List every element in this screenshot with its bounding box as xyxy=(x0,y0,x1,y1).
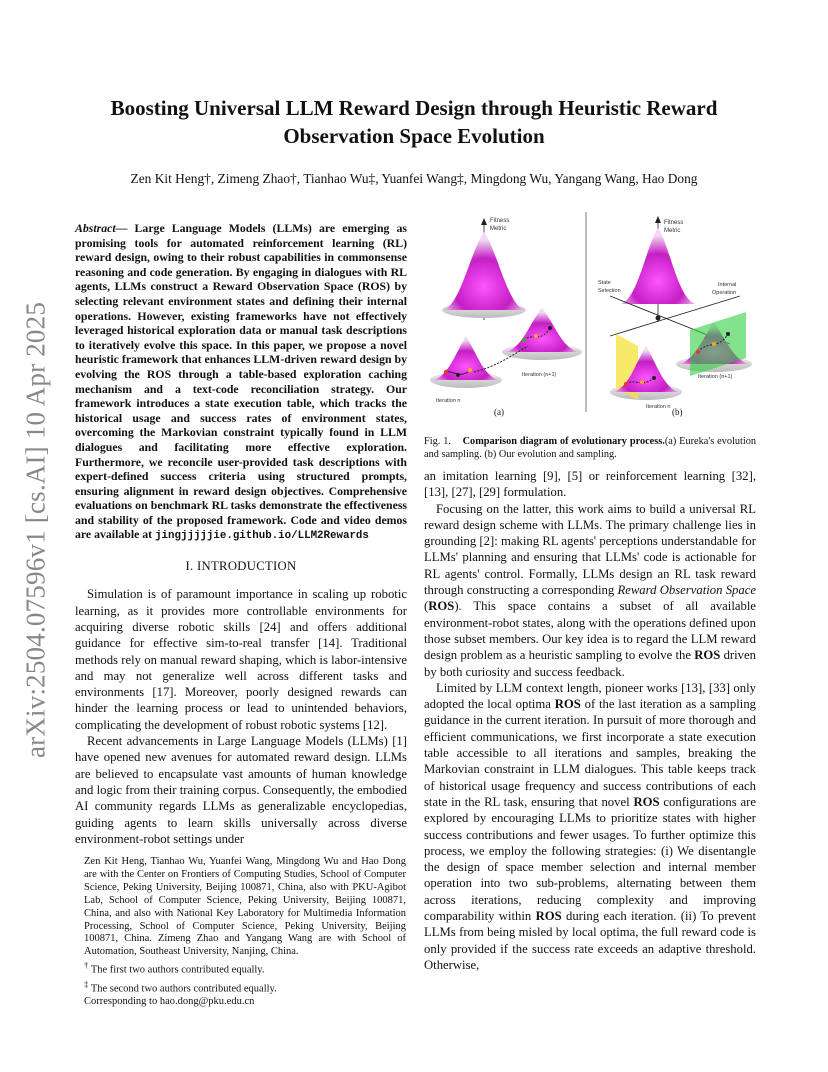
p2-ros-term-3: ROS xyxy=(535,909,562,924)
figure-caption-title: Comparison diagram of evolutionary process. xyxy=(462,436,665,447)
iteration-n-peak-a xyxy=(430,336,502,388)
figure-1 xyxy=(428,212,754,424)
fitness-label-b: Fitness xyxy=(664,220,684,226)
right-paragraph-0: an imitation learning [9], [5] or reinforcement learning [32], [13], [27], [29] formulation. xyxy=(424,469,756,500)
subfig-label-a: (a) xyxy=(494,407,504,417)
p1-text-b: ( xyxy=(424,599,429,614)
p2-ros-term: ROS xyxy=(554,697,581,712)
left-column xyxy=(75,221,407,847)
p1-ros-term: ROS xyxy=(428,599,455,614)
figure-caption-label: Fig. 1. xyxy=(424,436,451,447)
footnote-equal-second-text: The second two authors contributed equally. xyxy=(90,983,277,995)
iteration-n-label-a: Iteration n xyxy=(436,398,461,404)
subfig-label-b: (b) xyxy=(672,407,683,417)
figure-caption-text: (a) Eureka's evolution and sampling. (b) Our evolution and sampling. xyxy=(424,436,757,460)
iteration-n-label-b: Iteration n xyxy=(646,404,671,410)
fitness-peak-a xyxy=(442,218,526,320)
state-label: State xyxy=(598,280,611,286)
right-column xyxy=(424,468,756,973)
selection-label: Selection xyxy=(598,288,621,294)
p1-text-a: Focusing on the latter, this work aims to build a universal RL reward design scheme with LLMs. The primary challenge lies in grounding [2]: making RL agents' perceptions understandable for LLMs' planning and ensuring that LLMs' code is actionable for RL agents' control. Formally, LLMs design an RL task reward through constructing a corresponding xyxy=(424,501,756,598)
intro-paragraph-2: Recent advancements in Large Language Models (LLMs) [1] have opened new avenues for automated reward design. LLMs are believed to encapsulate vast amounts of human knowledge and logic from their training corpus. Consequently, the embodied AI community regards LLMs as generalizable encyclopedias, guiding agents to learn skills universally across diverse environment-robot settings under xyxy=(75,734,407,846)
arxiv-identifier xyxy=(12,290,60,770)
p2-text-c: configurations are explored by encouraging LLMs to prioritize states with higher success contributions and fewer usages. To further optimize this process, we employ the following strategies: (i) We disentangle the design of space member selection and internal member operation into two sub-problems, alternating between them across iterations, reducing complexity and improving comparability within xyxy=(424,794,756,924)
section-heading xyxy=(75,558,407,574)
p1-text-c: ). This space contains a subset of all available environment-robot states, along with the operations defined upon those subset members. Our key idea is to regard the LLM reward design problem as a heuristic sampling to evolve the xyxy=(424,599,756,663)
internal-label: Internal xyxy=(718,282,737,288)
fitness-label-a: Fitness xyxy=(490,218,510,224)
iteration-n1-peak-a xyxy=(502,308,582,360)
evolution-diagram xyxy=(428,212,754,424)
paper-title: Boosting Universal LLM Reward Design through Heuristic Reward Observation Space Evolution xyxy=(110,96,718,148)
arxiv-identifier-text: arXiv:2504.07596v1 [cs.AI] 10 Apr 2025 xyxy=(20,301,51,759)
section-number: I. xyxy=(185,559,194,574)
footnote-equal-first-text: The first two authors contributed equally. xyxy=(90,964,265,976)
author-list: Zen Kit Heng†, Zimeng Zhao†, Tianhao Wu‡, Yuanfei Wang‡, Mingdong Wu, Yangang Wang, Hao Dong xyxy=(130,171,698,186)
footnote-equal-second: ‡ The second two authors contributed equally. xyxy=(84,978,277,995)
p2-text-b: of the last iteration as a sampling guidance in the current iteration. In pursuit of more thorough and efficient communications, we first incorporate a state execution table accessible to all iterations and samples, breaking the Markovian constraint in LLM dialogues. This table keeps track of historical usage frequency and success contributions of each state in the RL task, ensuring that novel xyxy=(424,697,757,809)
p2-text-d: during each iteration. (ii) To prevent LLMs from being misled by local optima, the full reward code is only provided if the success rate exceeds an adaptive threshold. Otherwise, xyxy=(424,909,756,972)
iteration-n1-peak-b xyxy=(676,312,752,376)
abstract xyxy=(75,221,407,544)
p2-ros-term-2: ROS xyxy=(633,794,660,809)
p2-text-a: Limited by LLM context length, pioneer works [13], [33] only adopted the local optima xyxy=(424,680,756,712)
iteration-n1-label-a: Iteration (n+1) xyxy=(522,372,557,378)
affiliation-note: Zen Kit Heng, Tianhao Wu, Yuanfei Wang, Mingdong Wu and Hao Dong are with the Center on Frontiers of Computing Studies, School of Computer Science, Peking University, Beijing 100871, China, also with PKU-Agibot Lab, School of Computer Science, Peking University, Beijing 100871, China, and also with National Key Laboratory for Multimedia Information Processing, School of Computer Science, Peking University, Beijing 100871, China. Zimeng Zhao and Yangang Wang are with School of Automation, Southeast University, Nanjing, China. xyxy=(84,856,406,958)
corresponding-author: Corresponding to hao.dong@pku.edu.cn xyxy=(84,996,255,1008)
section-title: INTRODUCTION xyxy=(197,559,297,574)
p1-text-d: driven by both curiosity and success feedback. xyxy=(424,648,756,679)
right-paragraph-2 xyxy=(424,680,756,973)
iteration-n1-label-b: Iteration (n+1) xyxy=(698,374,733,380)
p1-italic-term: Reward Observation Space xyxy=(617,583,756,598)
metric-label-b: Metric xyxy=(664,228,681,234)
code-link[interactable]: jingjjjjjie.github.io/LLM2Rewards xyxy=(155,530,369,543)
intro-paragraph-1: Simulation is of paramount importance in scaling up robotic learning, as it provides more controllable environments for acquiring diverse robotic skills [24] and offers additional guidance for effective sim-to-real transfer [14]. Traditional methods rely on manual reward shaping, which is labor-intensive and may not generalize well across different tasks and environments [17]. Moreover, poorly designed rewards can hinder the learning process or lead to unintended behaviors, complicating the development of robust robotic systems [12]. xyxy=(75,587,407,732)
figure-caption xyxy=(424,436,756,461)
abstract-label: Abstract xyxy=(75,221,116,235)
abstract-text: — Large Language Models (LLMs) are emerging as promising tools for automated reinforcement learning (RL) reward design, owing to their robust capabilities in commonsense reasoning and code generation. By engaging in dialogues with RL agents, LLMs construct a Reward Observation Space (ROS) by selecting relevant environment states and defining their internal operations. However, existing frameworks have not effectively leveraged historical exploration data or manual task descriptions to iteratively evolve this space. In this paper, we propose a novel heuristic framework that enhances LLM-driven reward design by evolving the ROS through a table-based exploration caching mechanism and a text-code reconciliation strategy. Our framework introduces a state execution table, which tracks the historical usage and success rates of environment states, overcoming the Markovian constraint typically found in LLM dialogues and facilitating more effective exploration. Furthermore, we reconcile user-provided task descriptions with expert-defined success criteria using structured prompts, ensuring alignment in reward design objectives. Comprehensive evaluations on benchmark RL tasks demonstrate the effectiveness and stability of the proposed framework. Code and video demos are available at xyxy=(75,221,407,542)
footnotes xyxy=(84,856,406,1009)
p1-ros-term-2: ROS xyxy=(694,648,721,663)
operation-label: Operation xyxy=(712,290,737,296)
metric-label-a: Metric xyxy=(490,226,507,232)
footnote-equal-first: † The first two authors contributed equally. xyxy=(84,960,265,976)
right-paragraph-1 xyxy=(424,501,756,680)
iteration-n-peak-b xyxy=(610,334,682,400)
